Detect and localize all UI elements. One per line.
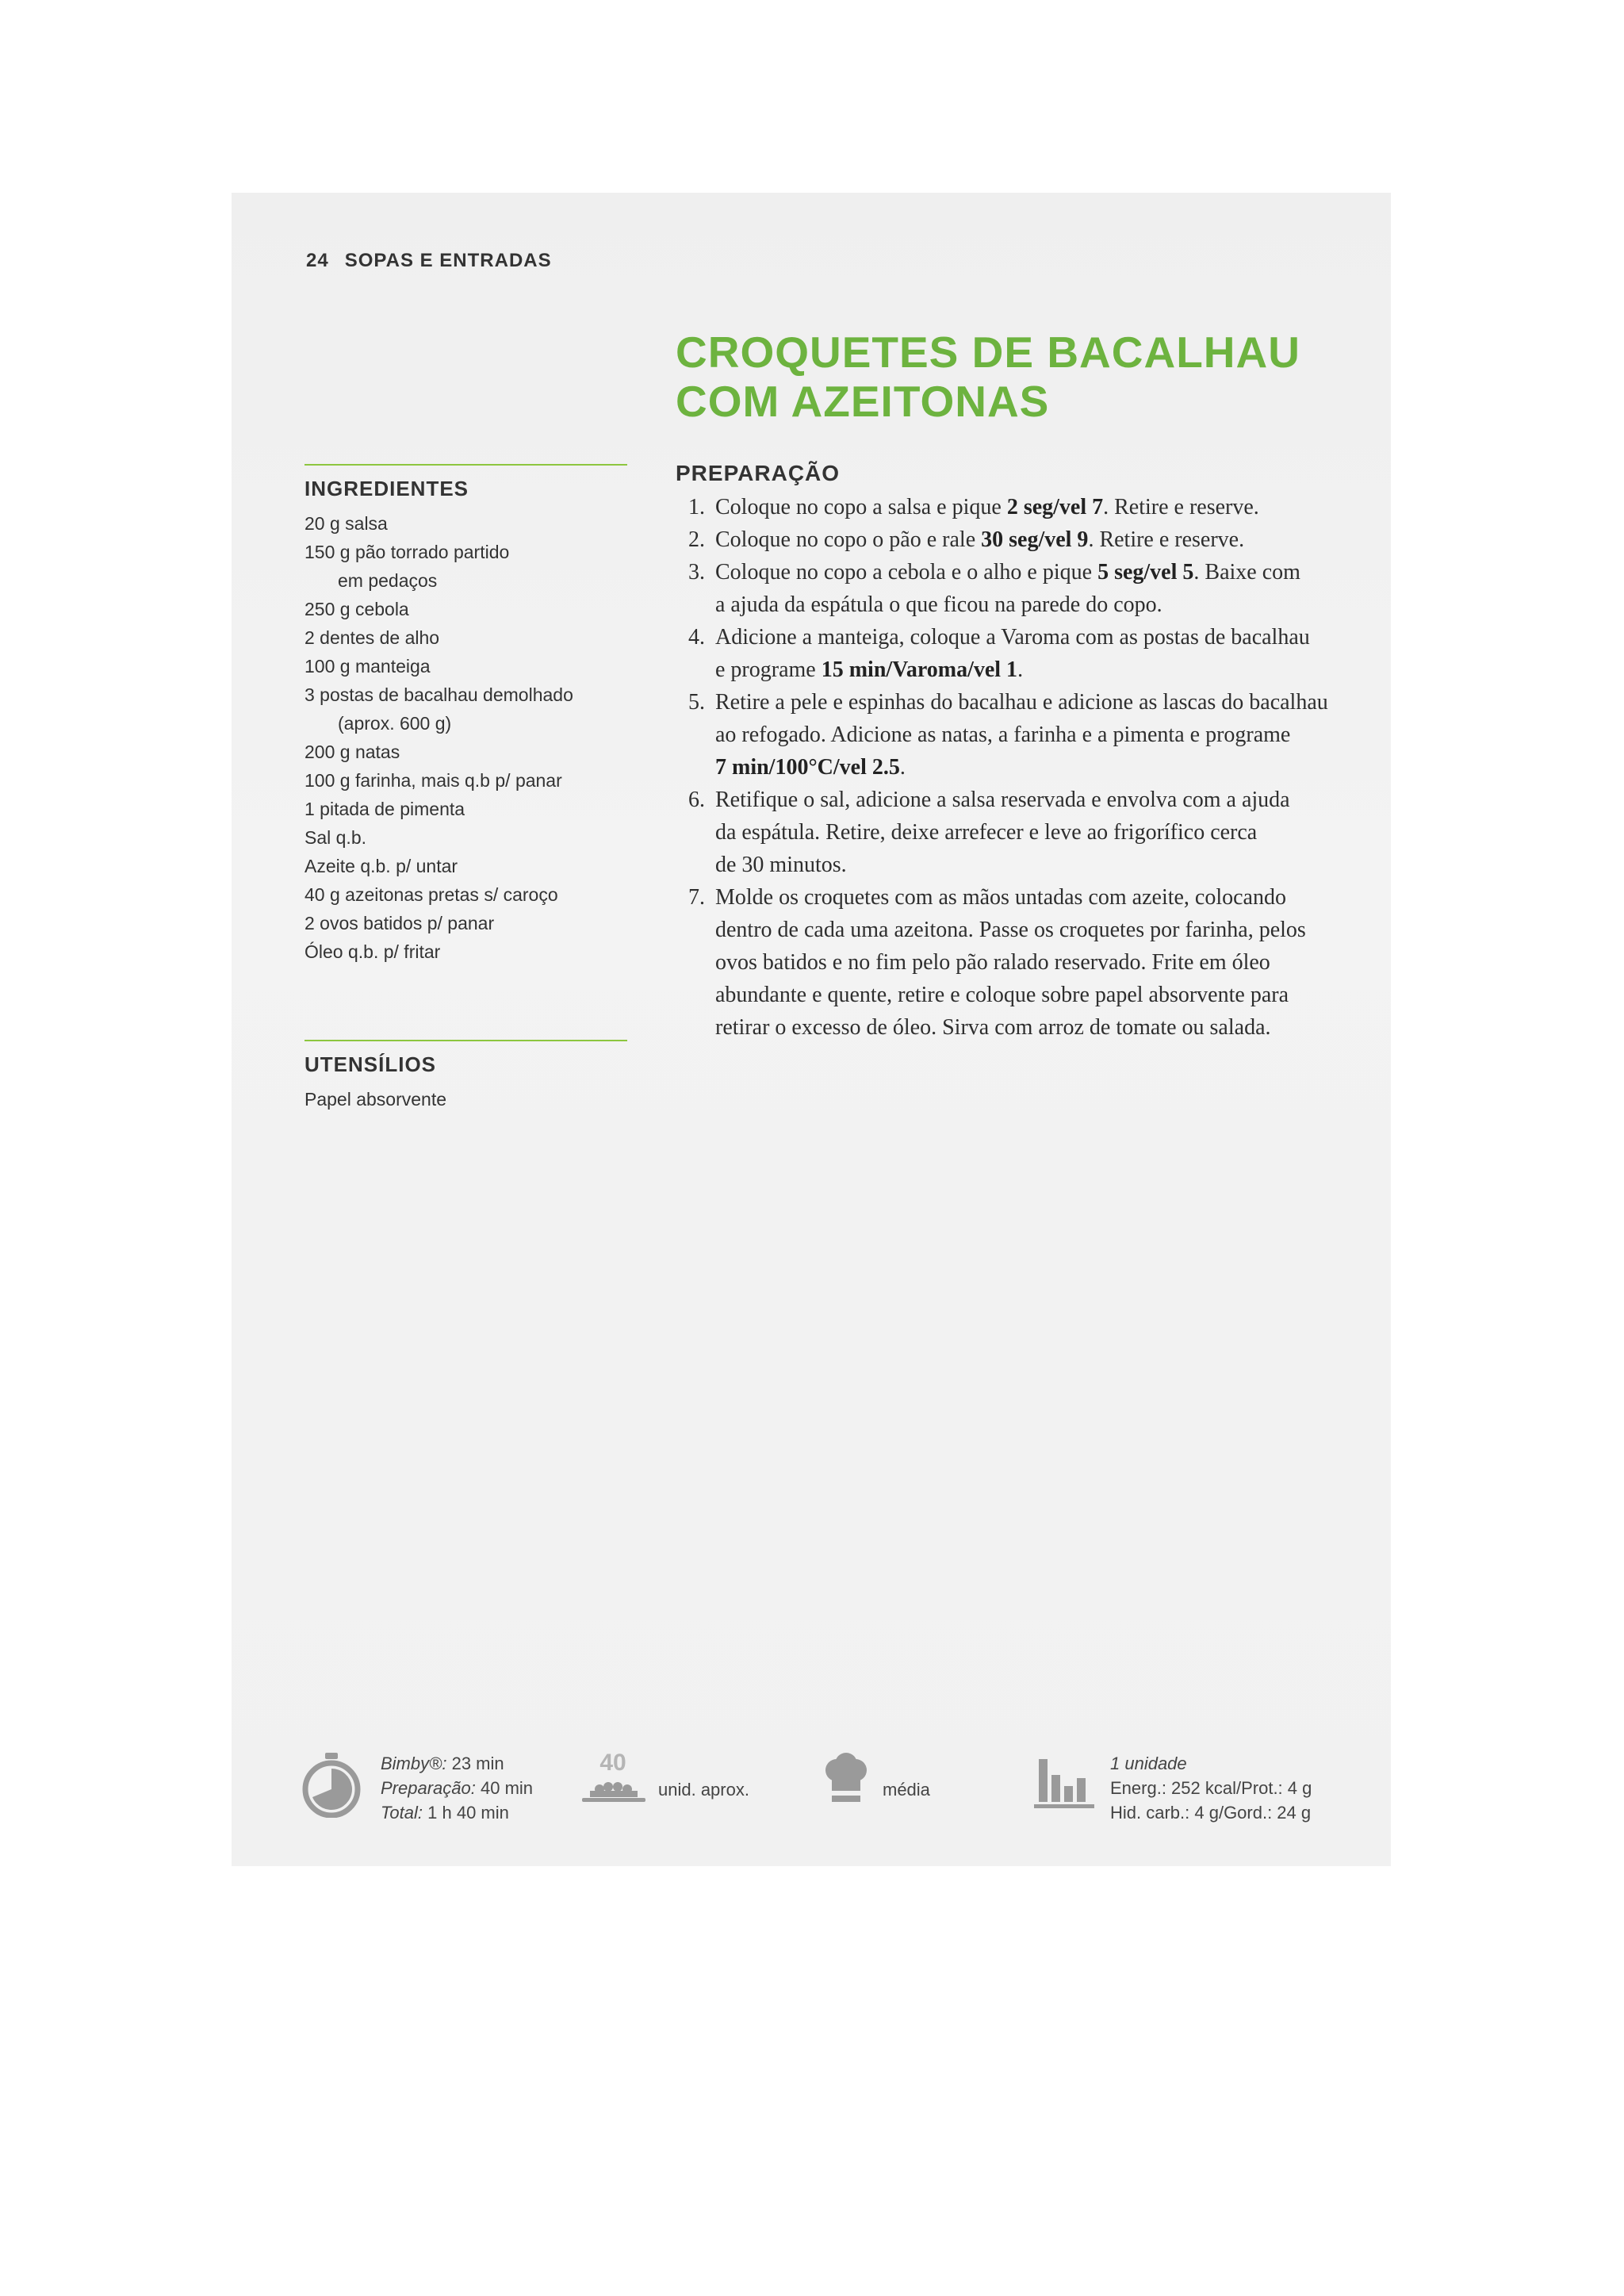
step-text: ao refogado. Adicione as natas, a farinha e a pimenta e programe (715, 723, 1291, 747)
preparation-step (676, 621, 1373, 686)
step-line (715, 491, 1373, 523)
step-line (715, 719, 1373, 751)
step-number: 1. (688, 495, 705, 519)
ingredient-item: 100 g manteiga (304, 656, 431, 677)
chef-hat-icon (822, 1753, 870, 1808)
recipe-page (232, 193, 1391, 1866)
ingredient-item: 40 g azeitonas pretas s/ caroço (304, 884, 558, 905)
step-text: dentro de cada uma azeitona. Passe os croquetes por farinha, pelos (715, 918, 1306, 942)
step-line (715, 979, 1373, 1011)
recipe-title-line-1: CROQUETES DE BACALHAU (676, 328, 1300, 377)
step-line (715, 751, 1373, 784)
step-setting: 2 seg/vel 7 (1006, 495, 1104, 519)
step-text: e programe (715, 657, 822, 682)
step-line (715, 1011, 1373, 1044)
step-text: retirar o excesso de óleo. Sirva com arroz de tomate ou salada. (715, 1015, 1271, 1040)
step-number: 7. (688, 885, 705, 910)
step-line (715, 621, 1373, 654)
ingredient-item: Sal q.b. (304, 827, 366, 848)
servings-number: 40 (599, 1750, 626, 1776)
step-setting: 30 seg/vel 9 (981, 527, 1089, 552)
nutrition-per: 1 unidade (1110, 1754, 1187, 1773)
nutrition-text (1110, 1751, 1312, 1825)
bimby-time: 23 min (451, 1754, 504, 1773)
utensil-item: Papel absorvente (304, 1089, 447, 1110)
ingredient-item: 100 g farinha, mais q.b p/ panar (304, 770, 562, 791)
preparation-step (676, 523, 1373, 556)
recipe-title (676, 328, 1358, 426)
step-text: a ajuda da espátula o que ficou na parede do copo. (715, 592, 1162, 617)
step-line (715, 849, 1373, 881)
total-label: Total: (381, 1803, 423, 1823)
preparation-step (676, 784, 1373, 881)
step-text: de 30 minutos. (715, 853, 847, 877)
step-line (715, 914, 1373, 946)
step-text: . Retire e reserve. (1103, 495, 1259, 519)
recipe-info-bar (232, 1751, 1391, 1838)
step-text: . (1017, 657, 1024, 682)
ingredient-item: 20 g salsa (304, 513, 388, 534)
ingredient-item: 1 pitada de pimenta (304, 799, 465, 819)
step-text: . Baixe com (1193, 560, 1300, 585)
step-setting: 15 min/Varoma/vel 1 (821, 657, 1018, 682)
step-text: Retifique o sal, adicione a salsa reservada e envolva com a ajuda (715, 788, 1290, 812)
plate-icon (582, 1780, 645, 1807)
step-text: Retire a pele e espinhas do bacalhau e adicione as lascas do bacalhau (715, 690, 1328, 715)
prep-label: Preparação: (381, 1778, 476, 1798)
step-text: da espátula. Retire, deixe arrefecer e leve ao frigorífico cerca (715, 820, 1258, 845)
page-header (306, 250, 552, 272)
ingredient-item: 2 ovos batidos p/ panar (304, 913, 495, 933)
ingredient-item: 2 dentes de alho (304, 627, 440, 648)
time-text (381, 1751, 533, 1825)
step-line (715, 784, 1373, 816)
preparation-step (676, 881, 1373, 1044)
step-text: Adicione a manteiga, coloque a Varoma com as postas de bacalhau (715, 625, 1310, 650)
step-text: ovos batidos e no fim pelo pão ralado reservado. Frite em óleo (715, 950, 1270, 975)
step-line (715, 881, 1373, 914)
step-text: Coloque no copo o pão e rale (715, 527, 982, 552)
step-line (715, 946, 1373, 979)
step-text: Molde os croquetes com as mãos untadas com azeite, colocando (715, 885, 1286, 910)
step-text: Coloque no copo a cebola e o alho e pique (715, 560, 1098, 585)
preparation-step (676, 491, 1373, 523)
step-text: . Retire e reserve. (1088, 527, 1245, 552)
step-line (715, 523, 1373, 556)
total-time: 1 h 40 min (427, 1803, 509, 1823)
step-line (715, 654, 1373, 686)
step-line (715, 686, 1373, 719)
ingredient-item: 250 g cebola (304, 599, 409, 619)
section-title: SOPAS E ENTRADAS (344, 250, 552, 271)
preparation-step (676, 556, 1373, 621)
step-setting: 5 seg/vel 5 (1097, 560, 1194, 585)
step-text: . (899, 755, 906, 780)
nutrition-line-1: Energ.: 252 kcal/Prot.: 4 g (1110, 1778, 1312, 1798)
step-text: Coloque no copo a salsa e pique (715, 495, 1007, 519)
utensils-section (304, 1040, 627, 1114)
prep-time: 40 min (480, 1778, 534, 1798)
difficulty-label: média (883, 1780, 930, 1800)
preparation-section (676, 461, 1373, 1044)
servings-label: unid. aprox. (658, 1780, 749, 1800)
ingredient-item: 200 g natas (304, 742, 400, 762)
step-line (715, 816, 1373, 849)
step-text: abundante e quente, retire e coloque sobre papel absorvente para (715, 983, 1289, 1007)
section-divider (304, 464, 627, 466)
recipe-title-line-2: COM AZEITONAS (676, 377, 1050, 426)
ingredient-item: 3 postas de bacalhau demolhado (304, 684, 573, 705)
ingredient-item: 150 g pão torrado partido (304, 542, 510, 562)
bimby-label: Bimby®: (381, 1754, 447, 1773)
ingredient-item: em pedaços (338, 570, 438, 591)
preparation-heading: PREPARAÇÃO (676, 461, 841, 485)
ingredient-item: Óleo q.b. p/ fritar (304, 941, 441, 962)
step-line (715, 588, 1373, 621)
stopwatch-icon (301, 1753, 362, 1818)
utensils-heading: UTENSÍLIOS (304, 1052, 437, 1076)
ingredient-item: (aprox. 600 g) (338, 713, 452, 734)
section-divider (304, 1040, 627, 1041)
step-number: 4. (688, 625, 705, 650)
step-number: 6. (688, 788, 705, 812)
preparation-steps (676, 491, 1373, 1044)
ingredients-section (304, 464, 627, 966)
step-setting: 7 min/100°C/vel 2.5 (715, 755, 900, 780)
bar-chart-icon (1034, 1754, 1094, 1811)
ingredient-item: Azeite q.b. p/ untar (304, 856, 458, 876)
step-number: 5. (688, 690, 705, 715)
page-number: 24 (306, 250, 329, 271)
ingredients-heading: INGREDIENTES (304, 477, 469, 500)
step-number: 2. (688, 527, 705, 552)
preparation-step (676, 686, 1373, 784)
step-line (715, 556, 1373, 588)
step-number: 3. (688, 560, 705, 585)
ingredients-list (304, 509, 627, 966)
nutrition-line-2: Hid. carb.: 4 g/Gord.: 24 g (1110, 1803, 1312, 1823)
